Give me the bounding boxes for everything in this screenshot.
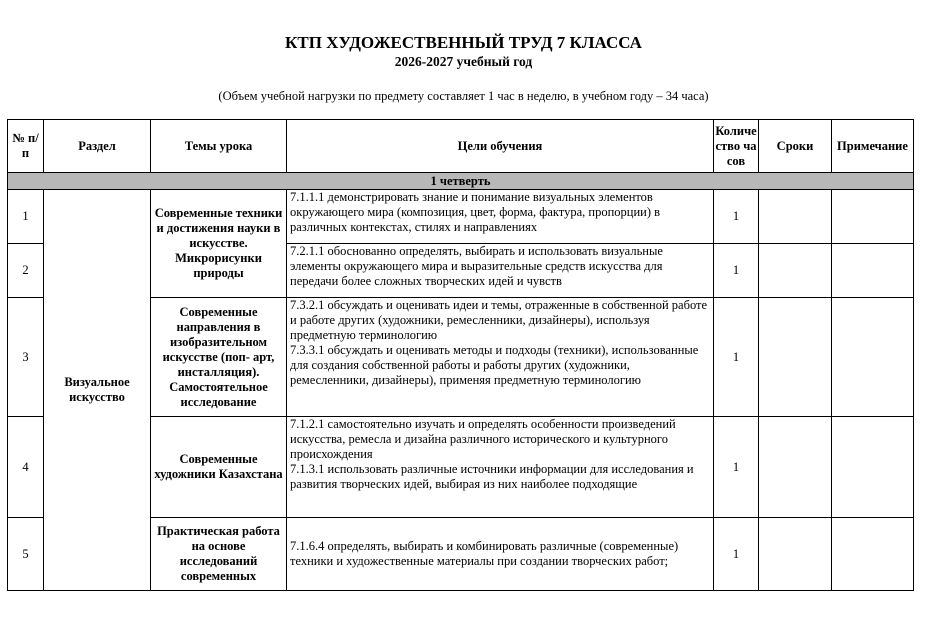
- row-number: 3: [8, 298, 44, 417]
- goal-text: 7.3.3.1 обсуждать и оценивать методы и подходы (техники), использованные для создания собственной работы и работы других (художники, ремесленники, дизайнеры), применяя предметную терминологию: [290, 343, 699, 387]
- col-header-hours: Количество часов: [714, 120, 759, 173]
- row-number: 5: [8, 518, 44, 591]
- academic-year: 2026-2027 учебный год: [394, 54, 533, 69]
- goals-cell: [287, 417, 714, 518]
- topic-cell: Современные техники и достижения науки в искусстве. Микрорисунки природы: [151, 190, 287, 298]
- col-header-section: Раздел: [44, 120, 151, 173]
- row-number: 1: [8, 190, 44, 244]
- dates-cell[interactable]: [759, 518, 832, 591]
- remark-cell[interactable]: [832, 244, 914, 298]
- goal-text: 7.1.6.4 определять, выбирать и комбинировать различные (современные) техники и художественные материалы при создании творческих работ;: [290, 539, 679, 568]
- workload-note: (Объем учебной нагрузки по предмету составляет 1 час в неделю, в учебном году – 34 часа): [218, 89, 709, 103]
- table-header-row: [8, 120, 914, 173]
- hours-cell: 1: [714, 417, 759, 518]
- goal-text: 7.1.2.1 самостоятельно изучать и определять особенности произведений искусства, ремесла и дизайна различного исторического и культурного происхождения: [290, 417, 676, 461]
- quarter-label: 1 четверть: [8, 173, 914, 190]
- remark-cell[interactable]: [832, 518, 914, 591]
- hours-cell: 1: [714, 190, 759, 244]
- goals-cell: [287, 298, 714, 417]
- hours-cell: 1: [714, 298, 759, 417]
- remark-cell[interactable]: [832, 298, 914, 417]
- table-row: [8, 190, 914, 244]
- col-header-goals: Цели обучения: [287, 120, 714, 173]
- col-header-remark: Примечание: [832, 120, 914, 173]
- goal-text: 7.2.1.1 обоснованно определять, выбирать и использовать визуальные элементы окружающего мира и выразительные средств искусства для передачи более сложных творческих идей и чувств: [290, 244, 663, 288]
- topic-cell: Современные художники Казахстана: [151, 417, 287, 518]
- goal-text: 7.1.3.1 использовать различные источники информации для исследования и развития творческих идей, выбирая из них наиболее подходящие: [290, 462, 694, 491]
- col-header-num: № п/п: [8, 120, 44, 173]
- hours-cell: 1: [714, 518, 759, 591]
- hours-cell: 1: [714, 244, 759, 298]
- dates-cell[interactable]: [759, 190, 832, 244]
- dates-cell[interactable]: [759, 244, 832, 298]
- goal-text: 7.1.1.1 демонстрировать знание и понимание визуальных элементов окружающего мира (композиция, цвет, форма, фактура, пропорции) в различных контекстах, стилях и направлениях: [290, 190, 661, 234]
- row-number: 2: [8, 244, 44, 298]
- dates-cell[interactable]: [759, 298, 832, 417]
- goal-text: 7.3.2.1 обсуждать и оценивать идеи и темы, отраженные в собственной работе и работе других (художники, ремесленники, дизайнеры), используя предметную терминологию: [290, 298, 708, 342]
- dates-cell[interactable]: [759, 417, 832, 518]
- remark-cell[interactable]: [832, 417, 914, 518]
- topic-cell: Современные направления в изобразительном искусстве (поп- арт, инсталляция). Самостоятельное исследование: [151, 298, 287, 417]
- topic-cell: Практическая работа на основе исследований современных: [151, 518, 287, 591]
- col-header-topic: Темы урока: [151, 120, 287, 173]
- goals-cell: [287, 518, 714, 591]
- row-number: 4: [8, 417, 44, 518]
- col-header-dates: Сроки: [759, 120, 832, 173]
- remark-cell[interactable]: [832, 190, 914, 244]
- quarter-row: [8, 173, 914, 190]
- document-title: КТП ХУДОЖЕСТВЕННЫЙ ТРУД 7 КЛАССА: [285, 33, 642, 52]
- goals-cell: [287, 190, 714, 244]
- section-cell: Визуальное искусство: [44, 190, 151, 591]
- curriculum-table: [7, 119, 914, 591]
- goals-cell: [287, 244, 714, 298]
